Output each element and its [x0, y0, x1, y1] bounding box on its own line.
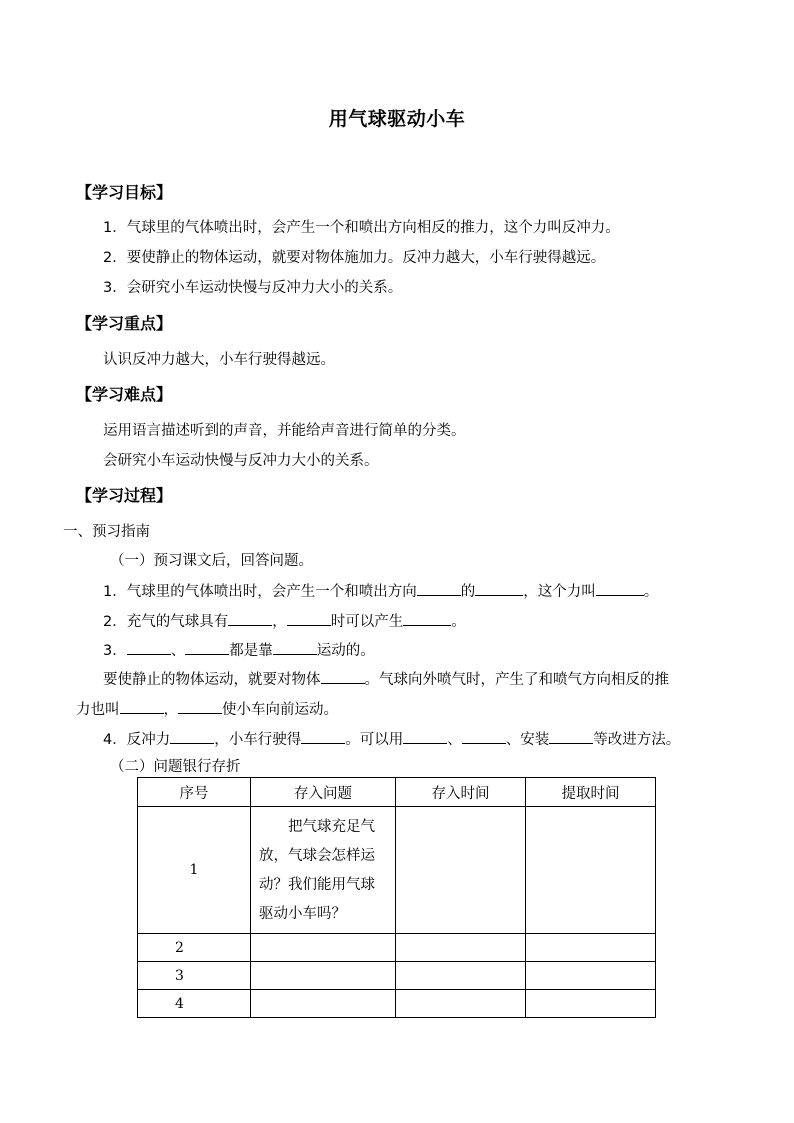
table-row [138, 990, 656, 1018]
question-cell[interactable] [251, 934, 396, 962]
answer-blank[interactable] [170, 729, 214, 744]
row-number: 1 [138, 807, 251, 934]
answer-blank[interactable] [287, 611, 331, 626]
key-points-heading: 【学习重点】 [76, 314, 173, 333]
deposit-time-cell[interactable] [396, 962, 526, 990]
answer-blank[interactable] [596, 581, 644, 596]
withdraw-time-cell[interactable] [526, 990, 656, 1018]
withdraw-time-cell[interactable] [526, 934, 656, 962]
answer-blank[interactable] [417, 581, 461, 596]
answer-blank[interactable] [403, 611, 451, 626]
answer-blank[interactable] [549, 729, 593, 744]
row-number: 3 [138, 962, 251, 990]
col-header-deposit-time: 存入时间 [396, 778, 526, 807]
table-row [138, 807, 656, 934]
question-cell[interactable] [251, 962, 396, 990]
answer-blank[interactable] [301, 729, 345, 744]
key-point-item: 认识反冲力越大，小车行驶得越远。 [103, 352, 335, 368]
answer-blank[interactable] [462, 729, 506, 744]
answer-blank[interactable] [185, 640, 229, 655]
answer-blank[interactable] [321, 669, 365, 684]
col-header-question: 存入问题 [251, 778, 396, 807]
table-row [138, 934, 656, 962]
table-row [138, 962, 656, 990]
withdraw-time-cell[interactable] [526, 807, 656, 934]
goal-item: 3．会研究小车运动快慢与反冲力大小的关系。 [103, 280, 403, 296]
question-3-text: 要使静止的物体运动，就要对物体 。气球向外喷气时，产生了和喷气方向相反的推 [103, 669, 669, 690]
subsection-one-label: （一）预习课文后，回答问题。 [110, 553, 313, 569]
goal-item: 1．气球里的气体喷出时，会产生一个和喷出方向相反的推力，这个力叫反冲力。 [103, 220, 620, 236]
col-header-withdraw-time: 提取时间 [526, 778, 656, 807]
question-3: 3． 、 都是靠 运动的。 [103, 640, 375, 661]
row-number: 4 [138, 990, 251, 1018]
part-one-label: 一、预习指南 [63, 524, 150, 540]
question-2: 2．充气的气球具有 ， 时可以产生 。 [103, 611, 466, 632]
question-3-text-continued: 力也叫 ， 使小车向前运动。 [76, 699, 338, 720]
process-heading: 【学习过程】 [76, 486, 173, 505]
goals-heading: 【学习目标】 [76, 183, 173, 202]
row-number: 2 [138, 934, 251, 962]
deposit-time-cell[interactable] [396, 807, 526, 934]
page-title: 用气球驱动小车 [328, 108, 466, 130]
question-1: 1．气球里的气体喷出时，会产生一个和喷出方向 的 ，这个力叫 。 [103, 581, 658, 602]
answer-blank[interactable] [127, 640, 171, 655]
question-bank-table [137, 777, 656, 1018]
question-4: 4．反冲力 ，小车行驶得 。可以用 、 、安装 等改进方法。 [103, 729, 680, 750]
question-cell[interactable]: 把气球充足气放，气球会怎样运动？我们能用气球驱动小车吗？ [251, 807, 396, 934]
difficulties-heading: 【学习难点】 [76, 385, 173, 404]
answer-blank[interactable] [228, 611, 272, 626]
col-header-number: 序号 [138, 778, 251, 807]
deposit-time-cell[interactable] [396, 990, 526, 1018]
subsection-two-label: （二）问题银行存折 [110, 759, 241, 775]
difficulty-item: 会研究小车运动快慢与反冲力大小的关系。 [103, 453, 379, 469]
withdraw-time-cell[interactable] [526, 962, 656, 990]
deposit-time-cell[interactable] [396, 934, 526, 962]
goal-item: 2．要使静止的物体运动，就要对物体施加力。反冲力越大，小车行驶得越远。 [103, 250, 606, 266]
answer-blank[interactable] [403, 729, 447, 744]
answer-blank[interactable] [120, 699, 164, 714]
table-header-row [138, 778, 656, 807]
difficulty-item: 运用语言描述听到的声音，并能给声音进行简单的分类。 [103, 423, 466, 439]
answer-blank[interactable] [178, 699, 222, 714]
answer-blank[interactable] [475, 581, 523, 596]
answer-blank[interactable] [273, 640, 317, 655]
question-cell[interactable] [251, 990, 396, 1018]
